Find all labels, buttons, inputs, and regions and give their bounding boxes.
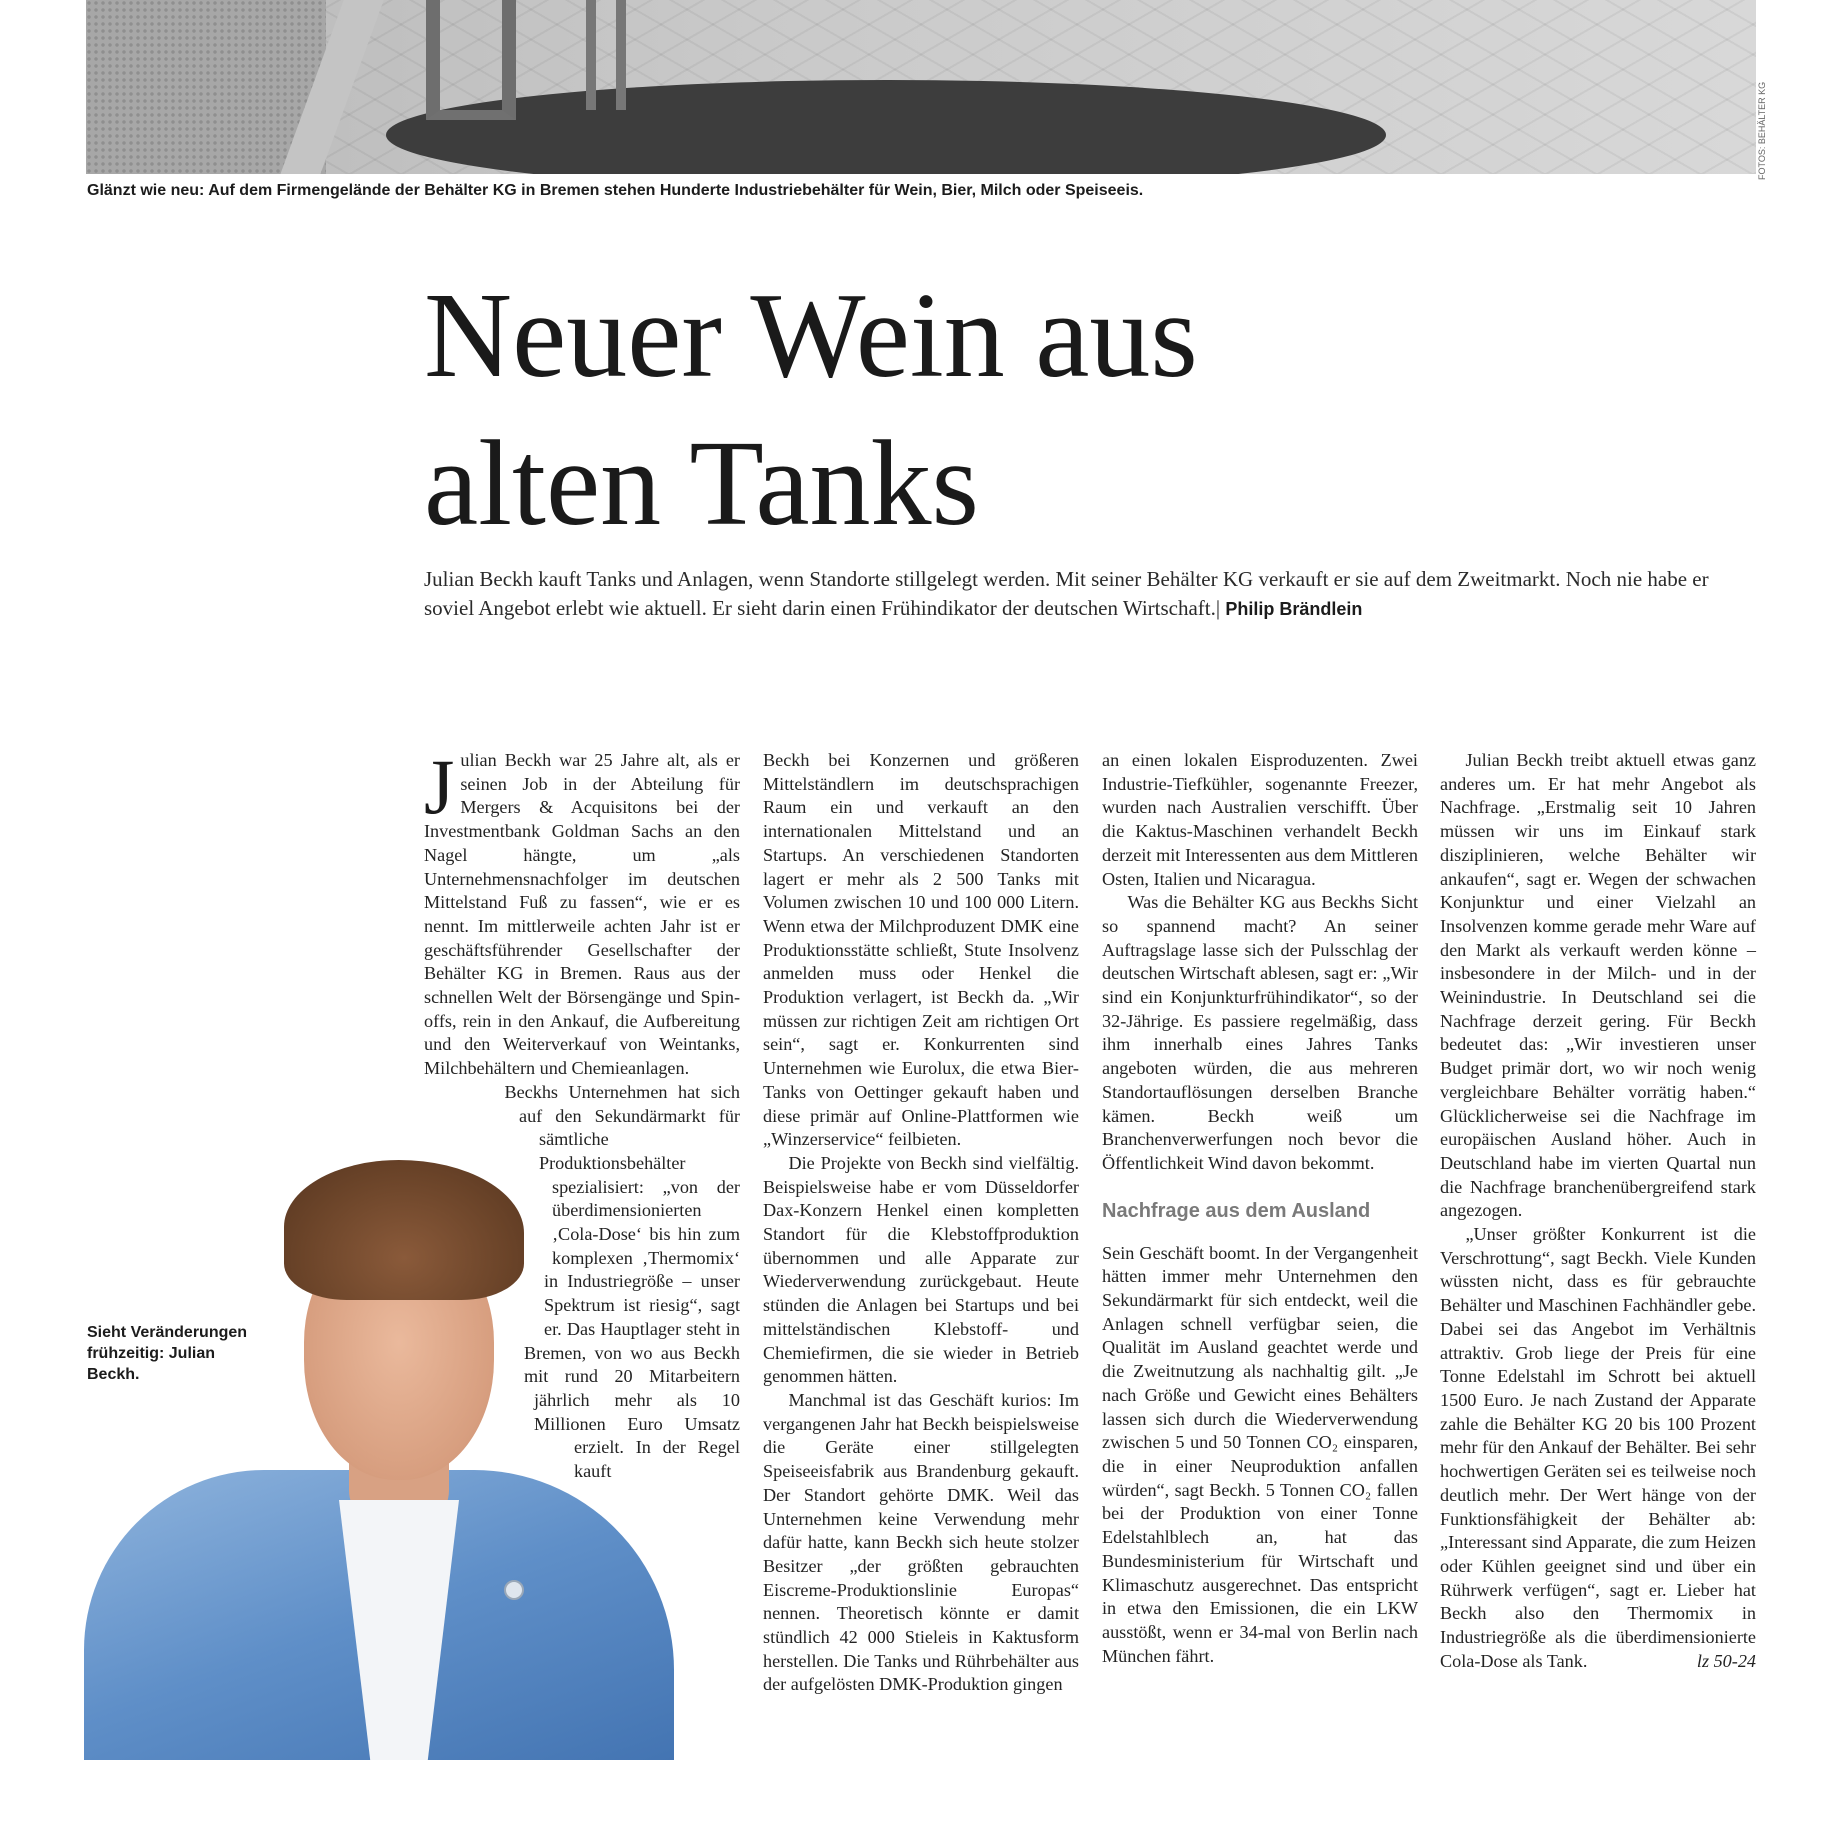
article-signoff: lz 50-24 (1696, 1650, 1756, 1671)
tank-shadow (386, 80, 1386, 174)
paragraph: an einen lokalen Eisproduzenten. Zwei Industrie-Tiefkühler, sogenannte Freezer, wurden nach Australien verschifft. Über die Kaktus-Maschinen verhandelt Beckh derzeit mit Interessenten aus dem Mittleren Osten, Italien und Nicaragua. (1102, 750, 1418, 889)
photo-credit: FOTOS: BEHÄLTER KG (1757, 81, 1767, 180)
paragraph: Die Projekte von Beckh sind vielfältig. Beispielsweise habe er vom Düsseldorfer Dax-Konzern Henkel einen kompletten Standort für die Klebstoffproduktion übernommen und alle Apparate zur Wiederverwendung zurückgebaut. Heute stünden die Anlagen bei Startups und bei mittelständischen Klebstoff- und Chemiefirmen, die sie wieder in Betrieb genommen hätten. (763, 1152, 1079, 1387)
header-photo (86, 0, 1756, 174)
paragraph: Julian Beckh treibt aktuell etwas ganz anderes um. Er hat mehr Angebot als Nachfrage. „Erstmalig seit 10 Jahren müssen wir uns im Einkauf stark disziplinieren, welche Behälter wir ankaufen“, sagt er. Wegen der schwachen Konjunktur und einer Vielzahl an Insolvenzen komme gerade mehr Ware auf den Markt als verkauft werden könne – insbesondere in der Milch- und in der Weinindustrie. In Deutschland sei die Nachfrage derzeit gering. Für Beckh bedeutet das: „Wir investieren unser Budget primär dort, wo wir noch wenig vergleichbare Behälter vorrätig haben.“ Glücklicherweise sei die Nachfrage im europäischen Ausland höher. Auch in Deutschland habe im vierten Quartal nun die Nachfrage branchenübergreifend stark angezogen. (1440, 750, 1756, 1221)
paragraph (1440, 1223, 1756, 1673)
paragraph: Manchmal ist das Geschäft kurios: Im vergangenen Jahr hat Beckh beispielsweise die Geräte einer stillgelegten Speiseeisfabrik aus Brandenburg gekauft. Der Standort gehörte DMK. Weil das Unternehmen keine Verwendung mehr dafür hatte, kann Beckh sich heute stolzer Besitzer „der größten gebrauchten Eiscreme-Produktionslinie Europas“ nennen. Theoretisch könnte er damit stündlich 42 000 Stieleis in Kaktusform herstellen. Die Tanks und Rührbehälter aus der aufgelösten DMK-Produktion gingen (763, 1389, 1079, 1695)
paragraph: Was die Behälter KG aus Beckhs Sicht so spannend macht? An seiner Auftragslage lasse sich der Pulsschlag der deutschen Wirtschaft ablesen, sagt er: „Wir sind ein Konjunkturfrühindikator“, so der 32-Jährige. Es passiere regelmäßig, dass ihm innerhalb eines Jahres Tanks angeboten würden, die aus mehreren Standortauflösungen derselben Branche kämen. Beckh weiß um Branchenverwerfungen noch bevor die Öffentlichkeit Wind davon bekommt. (1102, 892, 1418, 1173)
tank-leg (586, 0, 626, 110)
article-column-4 (1440, 749, 1756, 1673)
portrait-caption: Sieht Veränderungen frühzeitig: Julian Beckh. (87, 1324, 248, 1383)
paragraph-text: ulian Beckh war 25 Jahre alt, als er seinen Job in der Abteilung für Mergers & Acquisitons bei der Investmentbank Goldman Sachs an den Nagel hängte, um „als Unternehmensnachfolger im deutschen Mittelstand Fuß zu fassen“, wie er es nennt. Im mittlerweile achten Jahr ist er geschäftsführender Gesellschafter der Behälter KG in Bremen. Raus aus der schnellen Welt der Börsengänge und Spin-offs, rein in den Ankauf, die Aufbereitung und den Weiterverkauf von Weintanks, Milchbehältern und Chemieanlagen. (424, 750, 740, 1079)
lead-text: Julian Beckh kauft Tanks und Anlagen, wenn Standorte stillgelegt werden. Mit seiner Behälter KG verkauft er sie auf dem Zweitmarkt. Noch nie habe er soviel Angebot erlebt wie aktuell. Er sieht darin einen Frühindikator der deutschen Wirtschaft.| (424, 567, 1709, 620)
subheading: Nachfrage aus dem Ausland (1102, 1199, 1371, 1222)
paragraph (424, 743, 740, 1081)
article-lead (424, 565, 1734, 624)
article-column-2 (763, 749, 1079, 1697)
tank-frame (426, 0, 516, 120)
article-column-1 (424, 743, 740, 1513)
article-column-3 (1102, 749, 1418, 1668)
paragraph: Sein Geschäft boomt. In der Vergangenheit hätten immer mehr Unternehmen den Sekundärmarkt für sich entdeckt, weil die Anlagen schnell verfügbar seien, die Qualität im Ausland geachtet werde und die Zweitnutzung als nachhaltig gilt. „Je nach Größe und Gewicht eines Behälters lassen sich durch die Wiederverwendung zwischen 5 und 50 Tonnen CO₂ einsparen, die in einer Neuproduktion anfallen würden“, sagt Beckh. 5 Tonnen CO₂ fallen bei der Produktion von einer Tonne Edelstahlblech an, hat das Bundesministerium für Wirtschaft und Klimaschutz ausgerechnet. Das entspricht in etwa den Emissionen, die ein LKW ausstößt, wenn er 34-mal von Berlin nach München fährt. (1102, 1242, 1418, 1666)
paragraph: Beckhs Unternehmen hat sich auf den Sekundärmarkt für sämtliche Produktionsbehälter spezialisiert: „von der überdimensionierten ‚Cola-Dose‘ bis hin zum komplexen ‚Thermomix‘ in Industriegröße – unser Spektrum ist riesig“, sagt er. Das Hauptlager steht in Bremen, von wo aus Beckh mit rund 20 Mitarbeitern jährlich mehr als 10 Millionen Euro Umsatz erzielt. In der Regel kauft (504, 1081, 740, 1482)
headline-line-2: alten Tanks (424, 416, 980, 551)
paragraph: Beckh bei Konzernen und größeren Mittelständlern im deutschsprachigen Raum ein und verkauft an den internationalen Mittelstand und an Startups. An verschiedenen Standorten lagert er mehr als 2 500 Tanks mit Volumen zwischen 10 und 100 000 Litern. Wenn etwa der Milchproduzent DMK eine Produktionsstätte schließt, Stute Insolvenz anmelden muss oder Henkel die Produktion verlagert, ist Beckh da. „Wir müssen zur richtigen Zeit am richtigen Ort sein“, sagt er. Konkurrenten sind Unternehmen wie Eurolux, die etwa Bier-Tanks von Oettinger gekauft haben und diese primär auf Online-Plattformen wie „Winzerservice“ feilbieten. (763, 750, 1079, 1150)
author-name: Philip Brändlein (1225, 599, 1363, 619)
photo-caption: Glänzt wie neu: Auf dem Firmengelände der Behälter KG in Bremen stehen Hunderte Industriebehälter für Wein, Bier, Milch oder Speiseeis. (87, 182, 1144, 199)
article-headline (424, 262, 1524, 558)
paragraph-text: „Unser größter Konkurrent ist die Verschrottung“, sagt Beckh. Viele Kunden wüssten nicht, dass es für gebrauchte Behälter und Maschinen Fachhändler gebe. Dabei sei das Angebot im Verhältnis attraktiv. Grob liege der Preis für eine Tonne Edelstahl im Schrott bei aktuell 1500 Euro. Je nach Zustand der Apparate zahle die Behälter KG 20 bis 100 Prozent mehr für den Ankauf der Behälter. Bei sehr hochwertigen Geräten sei es teilweise noch deutlich mehr. Der Wert hänge von der Funktionsfähigkeit der Behälter ab: „Interessant sind Apparate, die zum Heizen oder Kühlen geeignet sind und über ein Rührwerk verfügen“, sagt er. Lieber hat Beckh also den Thermomix in Industriegröße als die überdimensionierte Cola-Dose als Tank. (1440, 1224, 1756, 1671)
lapel-pin-icon (504, 1580, 524, 1600)
drop-cap: J (424, 743, 455, 830)
headline-line-1: Neuer Wein aus (424, 268, 1198, 403)
